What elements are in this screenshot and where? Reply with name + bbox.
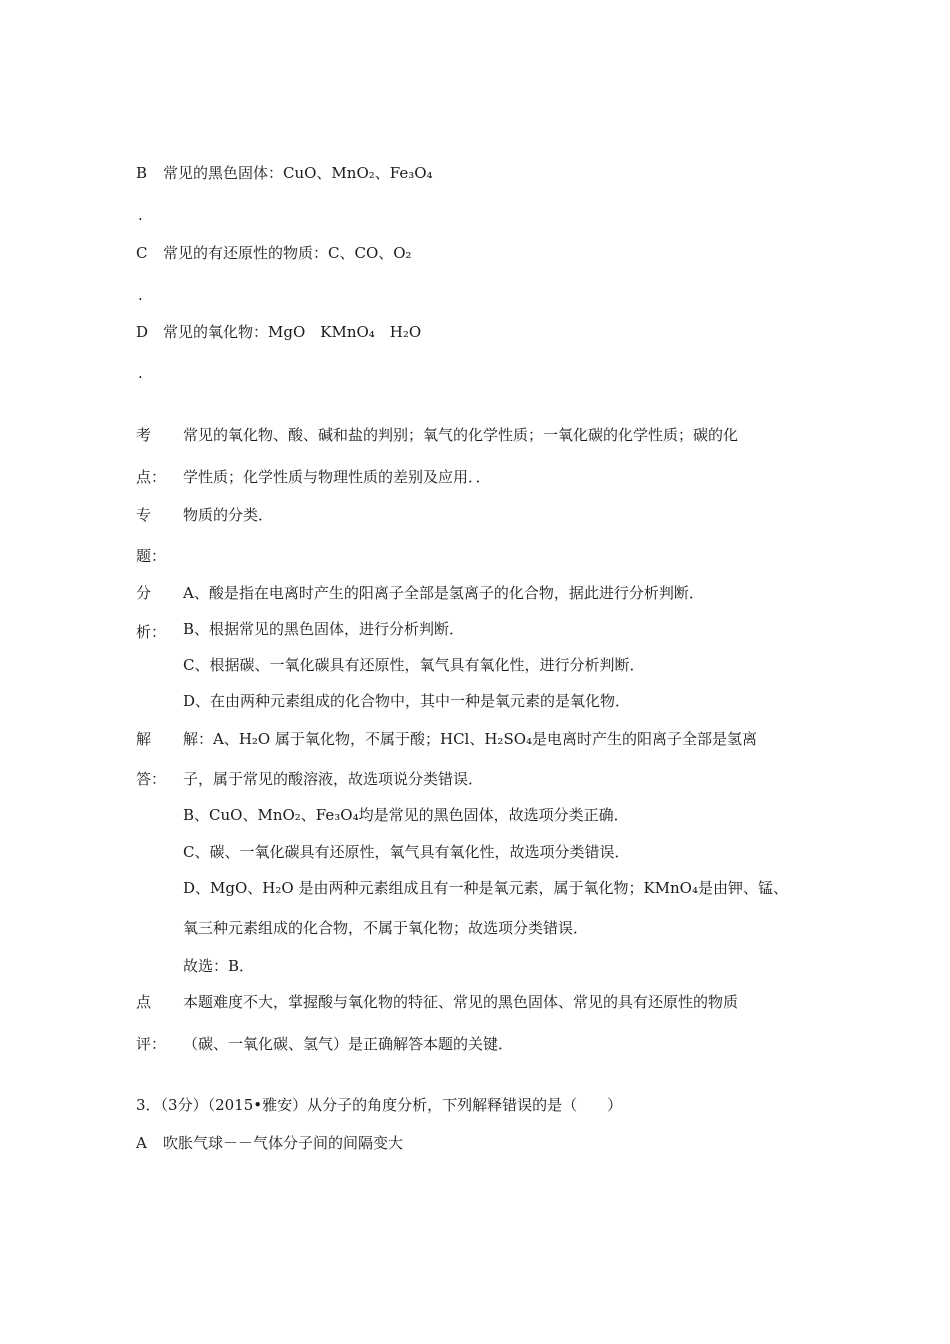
option-c-letter: C (136, 244, 148, 262)
question-3-stem: 3．（3分）（2015•雅安）从分子的角度分析，下列解释错误的是（ ） (136, 1096, 623, 1114)
fenxi-label-1: 分 (136, 584, 152, 602)
jieda-line: B、CuO、MnO₂、Fe₃O₄均是常见的黑色固体，故选项分类正确． (183, 806, 629, 824)
kaodian-label-2: 点： (136, 468, 167, 486)
dianping-label-2: 评： (136, 1035, 167, 1053)
fenxi-line: B、根据常见的黑色固体，进行分析判断． (183, 620, 465, 638)
fenxi-line: A、酸是指在电离时产生的阳离子全部是氢离子的化合物，据此进行分析判断． (183, 584, 704, 602)
jieda-label-2: 答： (136, 770, 167, 788)
option-b-dot: . (138, 206, 143, 224)
dianping-line-1: 本题难度不大，掌握酸与氧化物的特征、常见的黑色固体、常见的具有还原性的物质 (183, 993, 739, 1011)
fenxi-line: C、根据碳、一氧化碳具有还原性，氧气具有氧化性，进行分析判断． (183, 656, 645, 674)
zhuanti-line-1: 物质的分类． (183, 506, 274, 524)
option-d-letter: D (136, 323, 149, 341)
jieda-line: 子，属于常见的酸溶液，故选项说分类错误． (183, 770, 484, 788)
zhuanti-label-2: 题： (136, 547, 167, 565)
jieda-line: D、MgO、H₂O 是由两种元素组成且有一种是氧元素，属于氧化物；KMnO₄是由钾、锰、 (183, 879, 788, 897)
option-d-dot: . (138, 364, 143, 382)
option-d-text: 常见的氧化物：MgO KMnO₄ H₂O (163, 323, 422, 341)
jieda-line: 解：A、H₂O 属于氧化物，不属于酸；HCl、H₂SO₄是电离时产生的阳离子全部是氢离 (183, 730, 758, 748)
jieda-line: C、碳、一氧化碳具有还原性，氧气具有氧化性，故选项分类错误． (183, 843, 630, 861)
fenxi-label-2: 析： (136, 623, 167, 641)
kaodian-line-1: 常见的氧化物、酸、碱和盐的判别；氧气的化学性质；一氧化碳的化学性质；碳的化 (183, 426, 739, 444)
question-3-option-a-text: 吹胀气球－－气体分子间的间隔变大 (163, 1134, 404, 1152)
zhuanti-label-1: 专 (136, 506, 152, 524)
question-3-option-a-letter: A (136, 1134, 147, 1152)
dianping-line-2: （碳、一氧化碳、氢气）是正确解答本题的关键． (183, 1035, 514, 1053)
jieda-label-1: 解 (136, 730, 152, 748)
kaodian-line-2: 学性质；化学性质与物理性质的差别及应用．． (183, 468, 491, 486)
dianping-label-1: 点 (136, 993, 152, 1011)
option-c-text: 常见的有还原性的物质：C、CO、O₂ (163, 244, 412, 262)
jieda-line: 氧三种元素组成的化合物，不属于氧化物；故选项分类错误． (183, 919, 589, 937)
fenxi-line: D、在由两种元素组成的化合物中，其中一种是氧元素的是氧化物． (183, 692, 631, 710)
option-b-letter: B (136, 164, 148, 182)
option-c-dot: . (138, 286, 143, 304)
jieda-line: 故选：B． (183, 957, 255, 975)
option-b-text: 常见的黑色固体：CuO、MnO₂、Fe₃O₄ (163, 164, 433, 182)
kaodian-label-1: 考 (136, 426, 152, 444)
